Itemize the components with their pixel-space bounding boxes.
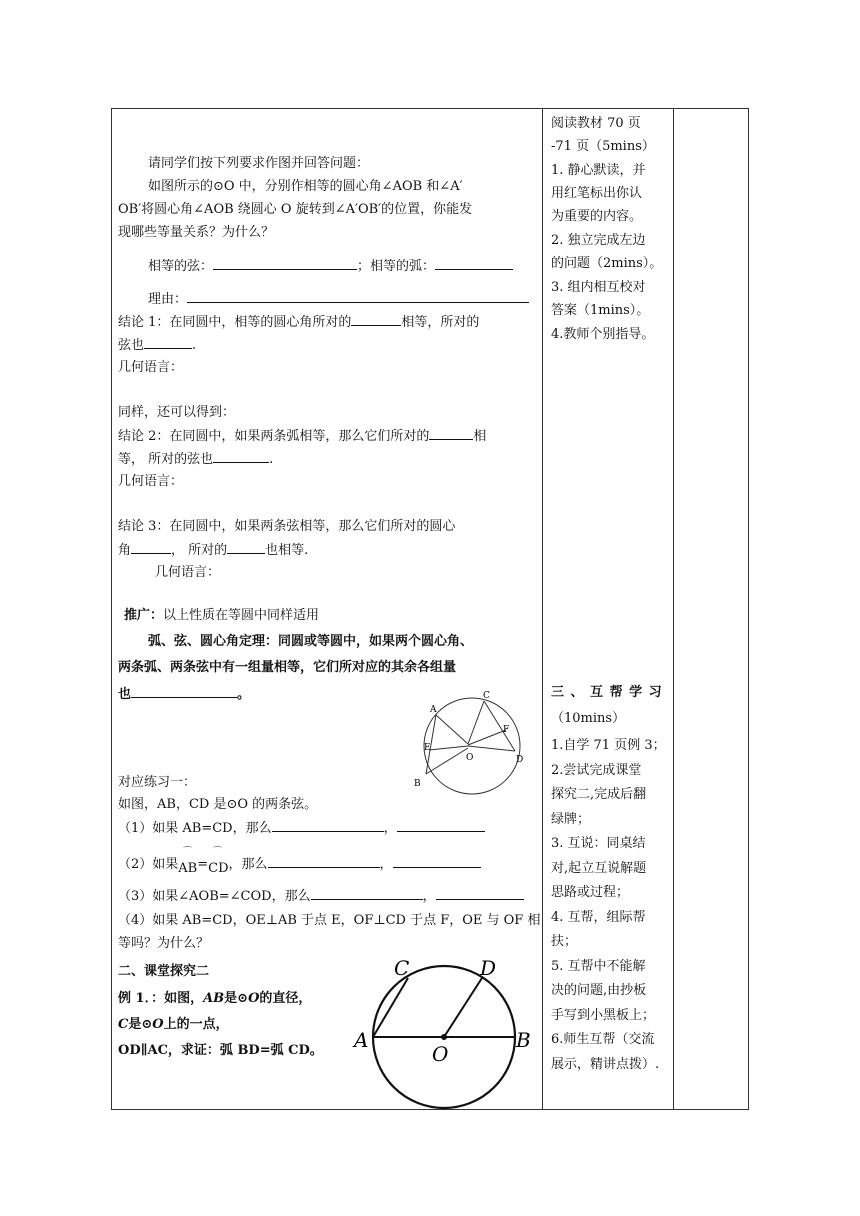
blank-line	[397, 819, 485, 832]
note-line: 绿牌；	[551, 811, 591, 827]
note-line: 4. 互帮，组际帮	[551, 909, 646, 925]
theorem-line	[118, 685, 250, 704]
label-d: D	[480, 956, 497, 980]
geometry-language-1: 几何语言：	[118, 360, 184, 375]
segment	[468, 730, 506, 745]
exercise-1	[118, 819, 485, 838]
note-line: 1. 静心默读，并	[551, 163, 646, 178]
note-line: 的问题（2mins）。	[551, 256, 663, 271]
theorem-line: 两条弧、两条弦中有一组量相等，它们所对应的其余各组量	[118, 660, 457, 675]
equal-arcs-label: ；相等的弧：	[357, 259, 436, 274]
exercise-intro: 如图，AB，CD 是⊙O 的两条弦。	[118, 797, 318, 812]
conclusion-3: 结论 3：在同圆中，如果两条弦相等，那么它们所对的圆心	[118, 519, 456, 534]
label-f: F	[503, 725, 510, 735]
note-line: 阅读教材 70 页	[551, 116, 641, 131]
example-text: 是⊙	[128, 1017, 153, 1032]
exercise-2	[118, 847, 481, 876]
segment	[484, 701, 515, 751]
note-line: 探究二,完成后翻	[551, 787, 647, 802]
label-b: B	[516, 1028, 531, 1052]
label-c: C	[483, 691, 490, 701]
conclusion-3-text: 也相等.	[265, 543, 309, 558]
blank-line	[131, 685, 237, 698]
paragraph-line: 现哪些等量关系？为什么？	[118, 225, 275, 240]
theorem-text: 也	[118, 687, 132, 702]
blank-line	[144, 336, 192, 349]
conclusion-3-cont	[118, 541, 308, 560]
label-d: D	[516, 755, 524, 765]
label-c: C	[394, 956, 410, 980]
column-divider-2	[673, 109, 674, 1109]
segment-od	[444, 978, 482, 1037]
blank-line	[227, 541, 265, 554]
example-text: 上的一点，	[163, 1017, 229, 1032]
extension-label: 推广：	[124, 608, 164, 623]
example-line: OD∥AC，求证：弧 BD=弧 CD。	[118, 1043, 323, 1058]
blank-line	[429, 427, 473, 440]
note-line: 决的问题,由抄板	[551, 983, 647, 998]
exercise-text: ，	[383, 821, 397, 836]
example-text: O	[152, 1017, 164, 1032]
note-line: 为重要的内容。	[551, 209, 643, 224]
equal-chords-label: 相等的弦：	[148, 259, 214, 274]
conclusion-2-text: 结论 2：在同圆中，如果两条弧相等，那么它们所对的	[118, 429, 430, 444]
exercise-text: ，那么	[228, 857, 268, 872]
note-line: 手写到小黑板上；	[551, 1007, 656, 1023]
center-point	[441, 1034, 447, 1040]
example-text: 的直径，	[259, 991, 312, 1006]
note-line: 2.尝试完成课堂	[551, 762, 642, 778]
note-line: 3. 互说：同桌结	[551, 836, 646, 851]
label-b: B	[414, 779, 421, 789]
segment	[436, 715, 468, 744]
paragraph-line: 如图所示的⊙O 中，分别作相等的圆心角∠AOB 和∠A′	[148, 179, 463, 194]
conclusion-3-text: 角	[118, 543, 132, 558]
arc-label: AB	[178, 861, 198, 876]
blank-line	[268, 855, 380, 868]
conclusion-2	[118, 427, 486, 446]
arc-ab	[178, 847, 198, 878]
arc-label: CD	[208, 861, 229, 876]
equal-chords-row	[148, 257, 513, 276]
arc-mark: ⌒	[213, 847, 223, 857]
blank-line	[311, 887, 423, 900]
label-o: O	[432, 1042, 449, 1066]
exercise-text: （1）如果 AB=CD，那么	[118, 821, 272, 836]
intro-text: 请同学们按下列要求作图并回答问题：	[148, 156, 370, 171]
blank-line	[272, 819, 384, 832]
example-line	[118, 990, 311, 1008]
exercise-text: ，	[422, 889, 436, 904]
note-line: 思路或过程；	[551, 885, 630, 900]
column-divider-1	[542, 109, 543, 1109]
note-line: 2. 独立完成左边	[551, 233, 646, 248]
exercise-text: （3）如果∠AOB=∠COD，那么	[118, 889, 311, 904]
paragraph-line: OB′将圆心角∠AOB 绕圆心 O 旋转到∠A′OB′的位置，你能发	[118, 202, 473, 217]
theorem-line: 弧、弦、圆心角定理：同圆或等圆中，如果两个圆心角、	[148, 634, 474, 649]
exercise-text: ，	[379, 857, 393, 872]
exercise-4: （4）如果 AB=CD，OE⊥AB 于点 E，OF⊥CD 于点 F，OE 与 OF 相	[118, 913, 541, 928]
conclusion-1-text: .	[192, 338, 197, 353]
conclusion-2-text: .	[269, 452, 274, 467]
example-text: C	[118, 1017, 129, 1032]
conclusion-2-text: 相	[473, 429, 487, 444]
label-a: A	[430, 705, 437, 715]
blank-line	[436, 887, 524, 900]
example-text: 是⊙	[224, 991, 249, 1006]
conclusion-1-text: 相等，所对的	[401, 315, 480, 330]
exercise-4-cont: 等吗？为什么？	[118, 936, 210, 951]
note-line: 4.教师个别指导。	[551, 327, 655, 342]
geometry-language-3: 几何语言：	[155, 565, 221, 580]
conclusion-3-text: ， 所对的	[171, 543, 228, 558]
example-text: 例 1．：如图，	[118, 991, 204, 1006]
conclusion-2-text: 等， 所对的弦也	[118, 452, 214, 467]
right-top-notes	[551, 112, 662, 346]
blank-line	[351, 313, 401, 326]
note-line: 6.师生互帮（交流	[551, 1032, 655, 1047]
reason-row	[148, 290, 529, 309]
example-text: O	[248, 991, 260, 1006]
blank-line	[435, 257, 513, 270]
blank-line	[131, 541, 171, 554]
extension-text: 以上性质在等圆中同样适用	[163, 608, 320, 623]
label-e: E	[424, 743, 431, 753]
reason-label: 理由：	[148, 292, 188, 307]
blank-line	[393, 855, 481, 868]
conclusion-1-cont	[118, 336, 196, 355]
conclusion-1	[118, 313, 479, 332]
extension-row	[124, 607, 319, 625]
arc-cd	[208, 847, 229, 878]
similarly-text: 同样，还可以得到：	[118, 405, 236, 420]
arc-mark: ⌒	[183, 847, 193, 857]
geometry-language-2: 几何语言：	[118, 474, 184, 489]
example-line	[118, 1016, 229, 1034]
circle-figure-2	[350, 955, 540, 1110]
note-line: 1.自学 71 页例 3；	[551, 738, 666, 753]
note-line: 展示，精讲点拨）.	[551, 1056, 660, 1072]
section-2-heading: 二、课堂探究二	[118, 964, 210, 979]
conclusion-1-text: 结论 1：在同圆中，相等的圆心角所对的	[118, 315, 352, 330]
note-line: 答案（1mins）。	[551, 303, 650, 318]
theorem-text: 。	[237, 687, 251, 702]
section-3-duration: （10mins）	[551, 711, 626, 726]
note-line: 5. 互帮中不能解	[551, 958, 646, 974]
blank-line	[213, 257, 357, 270]
conclusion-2-cont	[118, 450, 273, 469]
right-bottom-notes	[551, 734, 666, 1077]
note-line: 对,起立互说解题	[551, 860, 647, 876]
note-line: 扶；	[551, 934, 578, 949]
conclusion-1-text: 弦也	[118, 338, 145, 353]
segment	[429, 746, 468, 750]
blank-line	[187, 290, 529, 303]
segment	[426, 748, 468, 774]
example-text: AB	[203, 991, 225, 1006]
note-line: 用红笔标出你认	[551, 186, 643, 201]
segment	[468, 701, 484, 744]
section-3-heading: 三 、 互 帮 学 习	[551, 685, 663, 700]
exercise-title: 对应练习一：	[118, 775, 197, 790]
exercise-text: （2）如果	[118, 857, 179, 872]
blank-line	[213, 450, 269, 463]
segment	[468, 746, 515, 751]
circle-figure-1	[408, 688, 538, 804]
exercise-3	[118, 887, 524, 906]
label-a: A	[354, 1028, 369, 1052]
note-line: -71 页（5mins）	[551, 139, 655, 154]
label-o: O	[466, 753, 474, 763]
exercise-text: =	[197, 857, 209, 872]
note-line: 3. 组内相互校对	[551, 280, 646, 295]
